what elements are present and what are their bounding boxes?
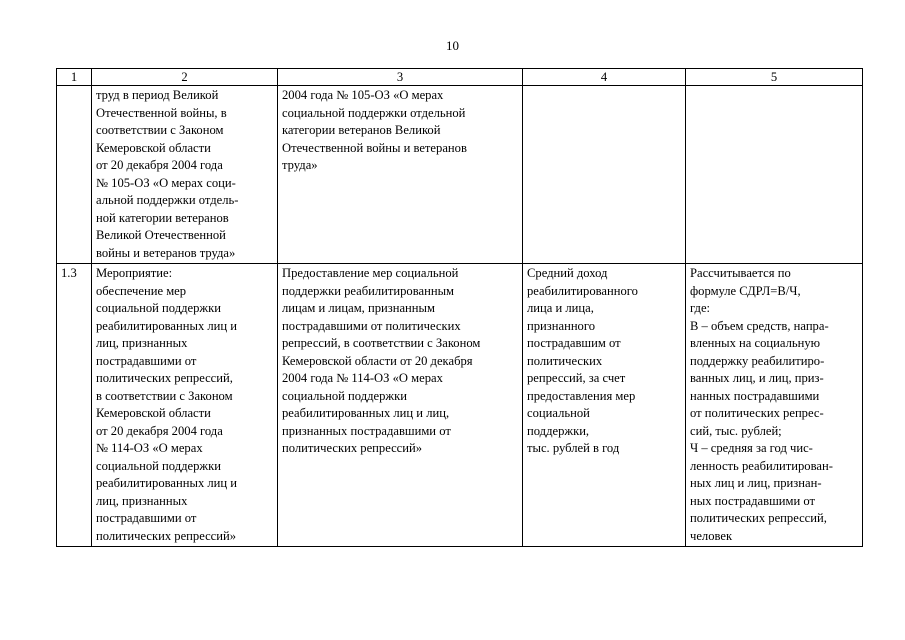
page-number: 10 bbox=[446, 38, 459, 53]
formula-cell: Рассчитывается по формуле СДРЛ=В/Ч, где: В – объем средств, напра- вленных на социальную поддержку реабилитиро- ванных лиц, и лиц, приз- нанных пострадавшими от политических репрес- сий, тыс. рублей; Ч – средняя за год чис- ленность реабилитирован- ных лиц и лиц, признан- ных пострадавшими от политических репрессий, человек bbox=[686, 264, 863, 547]
description-cell: 2004 года № 105-ОЗ «О мерах социальной поддержки отдельной категории ветеранов Великой Отечественной войны и ветеранов труда» bbox=[278, 86, 523, 264]
column-number-2: 2 bbox=[92, 69, 278, 86]
indicator-cell: Средний доход реабилитированного лица и лица, признанного пострадавшим от политических репрессий, за счет предоставления мер социальной поддержки, тыс. рублей в год bbox=[523, 264, 686, 547]
measures-table bbox=[56, 68, 863, 547]
table-row bbox=[57, 264, 863, 547]
row-number-cell: 1.3 bbox=[57, 264, 92, 547]
column-number-5: 5 bbox=[686, 69, 863, 86]
measure-cell: труд в период Великой Отечественной войны, в соответствии с Законом Кемеровской области от 20 декабря 2004 года № 105-ОЗ «О мерах соци- альной поддержки отдель- ной категории ветеранов Великой Отечественной войны и ветеранов труда» bbox=[92, 86, 278, 264]
column-number-3: 3 bbox=[278, 69, 523, 86]
table-row bbox=[57, 86, 863, 264]
column-number-row bbox=[57, 69, 863, 86]
description-cell: Предоставление мер социальной поддержки реабилитированным лицам и лицам, признанным пострадавшими от политических репрессий, в соответствии с Законом Кемеровской области от 20 декабря 2004 года № 114-ОЗ «О мерах социальной поддержки реабилитированных лиц и лиц, признанных пострадавшими от политических репрессий» bbox=[278, 264, 523, 547]
column-number-1: 1 bbox=[57, 69, 92, 86]
formula-cell bbox=[686, 86, 863, 264]
row-number-cell bbox=[57, 86, 92, 264]
measure-cell: Мероприятие: обеспечение мер социальной поддержки реабилитированных лиц и лиц, признанных пострадавшими от политических репрессий, в соответствии с Законом Кемеровской области от 20 декабря 2004 года № 114-ОЗ «О мерах социальной поддержки реабилитированных лиц и лиц, признанных пострадавшими от политических репрессий» bbox=[92, 264, 278, 547]
indicator-cell bbox=[523, 86, 686, 264]
column-number-4: 4 bbox=[523, 69, 686, 86]
